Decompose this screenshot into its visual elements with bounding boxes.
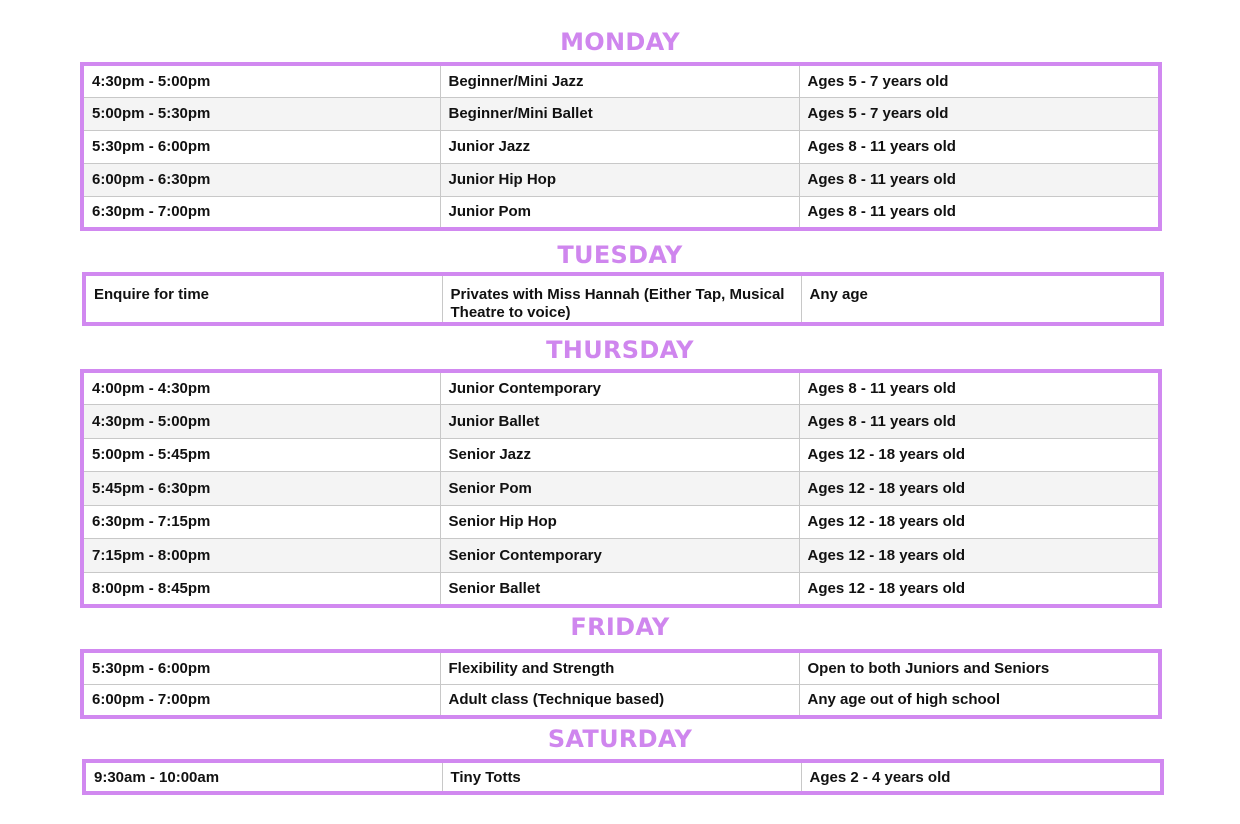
age-group-cell: Ages 8 - 11 years old: [799, 405, 1160, 439]
monday-heading: MONDAY: [560, 28, 680, 56]
time-cell: 6:30pm - 7:15pm: [82, 505, 440, 539]
time-cell: 4:30pm - 5:00pm: [82, 64, 440, 97]
age-group-cell: Ages 8 - 11 years old: [799, 371, 1160, 405]
table-row: [82, 539, 1160, 573]
age-group-cell: Ages 12 - 18 years old: [799, 572, 1160, 606]
age-group-cell: Ages 8 - 11 years old: [799, 196, 1160, 229]
table-row: [82, 505, 1160, 539]
class-name-cell: Privates with Miss Hannah (Either Tap, Musical Theatre to voice): [442, 274, 801, 324]
table-row: [84, 761, 1162, 793]
tuesday-schedule-table: [82, 272, 1164, 326]
class-name-cell: Junior Ballet: [440, 405, 799, 439]
time-cell: 8:00pm - 8:45pm: [82, 572, 440, 606]
time-cell: Enquire for time: [84, 274, 442, 324]
age-group-cell: Ages 12 - 18 years old: [799, 438, 1160, 472]
class-name-cell: Junior Jazz: [440, 130, 799, 163]
age-group-cell: Ages 12 - 18 years old: [799, 505, 1160, 539]
time-cell: 6:30pm - 7:00pm: [82, 196, 440, 229]
class-name-cell: Senior Pom: [440, 472, 799, 506]
age-group-cell: Ages 8 - 11 years old: [799, 130, 1160, 163]
table-row: [82, 472, 1160, 506]
time-cell: 6:00pm - 7:00pm: [82, 684, 440, 717]
table-row: [82, 572, 1160, 606]
tuesday-heading: TUESDAY: [557, 241, 683, 269]
class-name-cell: Beginner/Mini Ballet: [440, 97, 799, 130]
table-row: [82, 196, 1160, 229]
time-cell: 5:30pm - 6:00pm: [82, 651, 440, 684]
time-cell: 5:00pm - 5:45pm: [82, 438, 440, 472]
time-cell: 9:30am - 10:00am: [84, 761, 442, 793]
monday-schedule-table: [80, 62, 1162, 231]
saturday-schedule-table: [82, 759, 1164, 795]
class-name-cell: Junior Pom: [440, 196, 799, 229]
table-row: [82, 405, 1160, 439]
table-row: [82, 163, 1160, 196]
age-group-cell: Ages 8 - 11 years old: [799, 163, 1160, 196]
age-group-cell: Ages 12 - 18 years old: [799, 472, 1160, 506]
time-cell: 5:45pm - 6:30pm: [82, 472, 440, 506]
age-group-cell: Any age: [801, 274, 1162, 324]
class-name-cell: Adult class (Technique based): [440, 684, 799, 717]
class-name-cell: Junior Hip Hop: [440, 163, 799, 196]
friday-heading: FRIDAY: [570, 613, 670, 641]
age-group-cell: Ages 12 - 18 years old: [799, 539, 1160, 573]
class-name-cell: Senior Contemporary: [440, 539, 799, 573]
time-cell: 7:15pm - 8:00pm: [82, 539, 440, 573]
age-group-cell: Any age out of high school: [799, 684, 1160, 717]
class-name-cell: Junior Contemporary: [440, 371, 799, 405]
time-cell: 6:00pm - 6:30pm: [82, 163, 440, 196]
thursday-schedule-table: [80, 369, 1162, 608]
friday-schedule-table: [80, 649, 1162, 719]
saturday-heading: SATURDAY: [547, 725, 693, 753]
table-row: [82, 64, 1160, 97]
table-row: [82, 97, 1160, 130]
class-name-cell: Senior Jazz: [440, 438, 799, 472]
class-name-cell: Beginner/Mini Jazz: [440, 64, 799, 97]
class-name-cell: Senior Ballet: [440, 572, 799, 606]
age-group-cell: Ages 2 - 4 years old: [801, 761, 1162, 793]
table-row: [84, 274, 1162, 324]
class-name-cell: Flexibility and Strength: [440, 651, 799, 684]
age-group-cell: Ages 5 - 7 years old: [799, 97, 1160, 130]
table-row: [82, 684, 1160, 717]
class-name-cell: Tiny Totts: [442, 761, 801, 793]
age-group-cell: Open to both Juniors and Seniors: [799, 651, 1160, 684]
table-row: [82, 130, 1160, 163]
table-row: [82, 651, 1160, 684]
thursday-heading: THURSDAY: [546, 336, 694, 364]
table-row: [82, 371, 1160, 405]
time-cell: 4:00pm - 4:30pm: [82, 371, 440, 405]
age-group-cell: Ages 5 - 7 years old: [799, 64, 1160, 97]
time-cell: 5:00pm - 5:30pm: [82, 97, 440, 130]
class-name-cell: Senior Hip Hop: [440, 505, 799, 539]
table-row: [82, 438, 1160, 472]
time-cell: 5:30pm - 6:00pm: [82, 130, 440, 163]
time-cell: 4:30pm - 5:00pm: [82, 405, 440, 439]
